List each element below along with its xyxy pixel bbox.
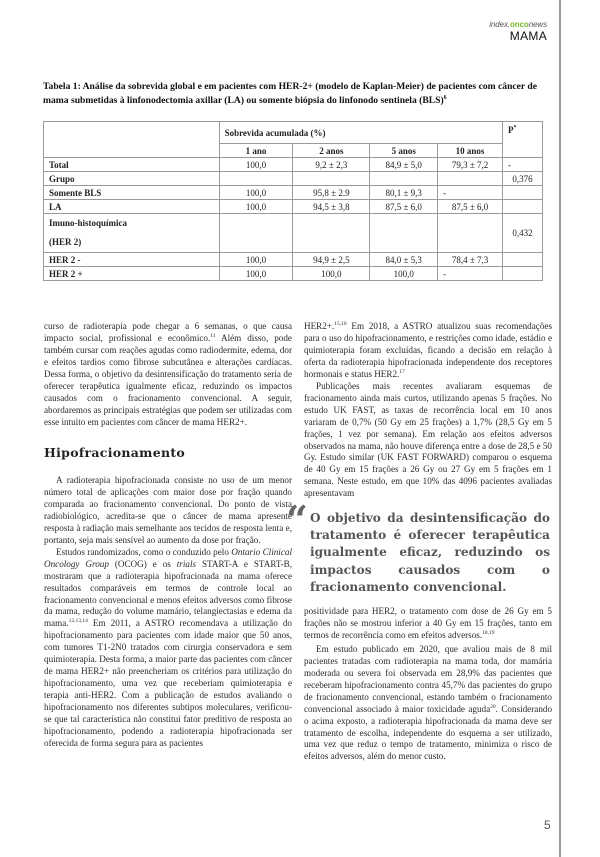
paragraph: curso de radioterapia pode chegar a 6 semanas, o que causa impacto social, profissional e econômico.$^{11}$ Além disso, pode também cursar com reações agudas como radiodermite, edema, dor e efeitos tardios como fibrose subcutânea e alterações cardíacas. Dessa forma, o objetivo da desintensificação do tratamento seria de oferecer terapêutica igualmente eficaz, reduzindo os impactos causados com o fracionamento convencional. A seguir, abordaremos as principais estratégias que podem ser utilizadas com esse intuito em pacientes com câncer de mama HER2+. (44, 321, 292, 427)
table-header-row (44, 122, 543, 144)
right-column-bottom (304, 606, 552, 763)
paragraph: Publicações mais recentes avaliaram esquemas de fracionamento ainda mais curtos, utilizando apenas 5 frações. No estudo UK FAST, as taxas de recorrência local em 10 anos variaram de 0,7% (50 Gy em 25 frações) a 1,7% (28,5 Gy em 5 frações, 1 vez por semana). Em relação aos efeitos adversos observados na mama, não houve diferença entre a dose de 28,5 e 50 Gy. Estudo similar (UK FAST FORWARD) comparou o esquema de 40 Gy em 15 frações a 26 Gy ou 27 Gy em 5 frações em 1 semana. Neste estudo, em que 10% das 4096 pacientes avaliadas apresentavam (304, 380, 552, 499)
col-header-1: 1 ano (219, 144, 293, 158)
paragraph: Em estudo publicado em 2020, que avaliou mais de 8 mil pacientes tratadas com radioterapia na mama toda, dor mamária moderada ou severa foi observada em 28,9% das pacientes que receberam hipofracionamento contra 45,7% das pacientes do grupo de fracionamento convencional, estando também o fracionamento convencional associado à maior toxicidade aguda$^{20}$. Considerando o acima exposto, a radioterapia hipofracionada da mama deve ser tratamento de escolha, independente do esquema a ser utilizado, uma vez que reduz o tempo de tratamento, minimiza o risco de efeitos adversos, além do menor custo. (304, 643, 553, 762)
table-row: Somente BLS 100,0 95,8 ± 2.9 80,1 ± 9,3 - (44, 186, 543, 200)
left-column-body (44, 475, 292, 750)
survival-table (43, 121, 543, 281)
group-header: Sobrevida acumulada (%) (219, 122, 502, 144)
quote-mark-icon: “ (286, 497, 308, 542)
pull-quote (286, 497, 550, 596)
col-header-2: 2 anos (293, 144, 370, 158)
paragraph: positividade para HER2, o tratamento com dose de 26 Gy em 5 frações não se mostrou inferior a 40 Gy em 15 frações, tanto em termos de recorrência como em efeitos adversos.$^{18,19}$ (304, 606, 552, 640)
paragraph: A radioterapia hipofracionada consiste no uso de um menor número total de aplicações com maior dose por fração quando comparada ao fracionamento convencional. Do ponto de vista radiobiológico, acredita-se que o câncer de mama apresente resposta à radiação mais semelhante aos tecidos de resposta lenta e, portanto, seja mais sensível ao aumento da dose por fração. (44, 475, 292, 545)
table-row: Imuno-histoquímica (HER 2) 0,432 (44, 214, 543, 253)
p-header: P* (502, 122, 542, 158)
table-caption: Tabela 1: Análise da sobrevida global e em pacientes com HER-2+ (modelo de Kaplan-Meier) de pacientes com câncer de mama submetidas à linfonodectomia axillar (LA) ou somente biópsia do linfonodo sentinela (BLS)$^6$ (43, 81, 537, 106)
table-row: HER 2 + 100,0 100,0 100,0 - (44, 267, 543, 281)
right-column-top (304, 321, 552, 500)
page-edge-rule (559, 0, 561, 857)
header-empty-cell (44, 122, 220, 158)
table-row: Grupo 0,376 (44, 172, 543, 186)
col-header-3: 5 anos (370, 144, 438, 158)
brand-logo: index.onconews (489, 20, 547, 29)
pull-quote-text: O objetivo da desintensificação do tratamento é oferecer terapêutica igualmente eficaz, reduzindo os impactos causados com o fracionamento convencional. (310, 511, 550, 594)
section-title: MAMA (509, 29, 547, 43)
publication-brand (489, 21, 547, 42)
table-row: LA 100,0 94,5 ± 3,8 87,5 ± 6,0 87,5 ± 6,0 (44, 200, 543, 214)
table-row: HER 2 - 100,0 94,9 ± 2,5 84,0 ± 5,3 78,4 ± 7,3 (44, 253, 543, 267)
col-header-4: 10 anos (438, 144, 503, 158)
paragraph: HER2+.$^{15,16}$ Em 2018, a ASTRO atualizou suas recomendações para o uso do hipofracionamento, e restrições como idade, estádio e quimioterapia foram excluídas, ficando a decisão em relação à oferta da radioterapia hipofracionada independente dos receptores hormonais e status HER2.17 (304, 320, 552, 379)
section-heading: Hipofracionamento (44, 445, 186, 460)
table-row: Total 100,0 9,2 ± 2,3 84,9 ± 5,0 79,3 ± 7,2 - (44, 158, 543, 172)
left-column-intro (44, 321, 292, 429)
paragraph: Estudos randomizados, como o conduzido pelo Ontario Clinical Oncology Group (OCOG) e os trials START-A e START-B, mostraram que a radioterapia hipofracionada na mama oferece resultados comparáveis em termos de controle local ao fracionamento convencional e menos efeitos adversos como fibrose da mama, redução do volume mamário, telangiectasias e edema da mama.$^{12,13,14}$ Em 2011, a ASTRO recomendava a utilização do hipofracionamento para pacientes com idade maior que 50 anos, com tumores T1-2N0 tratados com cirurgia conservadora e sem quimioterapia. Desta forma, a maior parte das pacientes com câncer de mama HER2+ não preencheriam os critérios para utilização do hipofracionamento, uma vez que receberiam quimioterapia e terapia anti-HER2. Com a publicação de estudos avaliando o hipofracionamento nos diferentes subtipos moleculares, verificou-se que tal característica não constitui fator preditivo de resposta ao hipofracionamento, podendo a radioterapia hipofracionada ser oferecida de forma segura para as pacientes (44, 546, 292, 748)
page-number: 5 (544, 818, 551, 832)
